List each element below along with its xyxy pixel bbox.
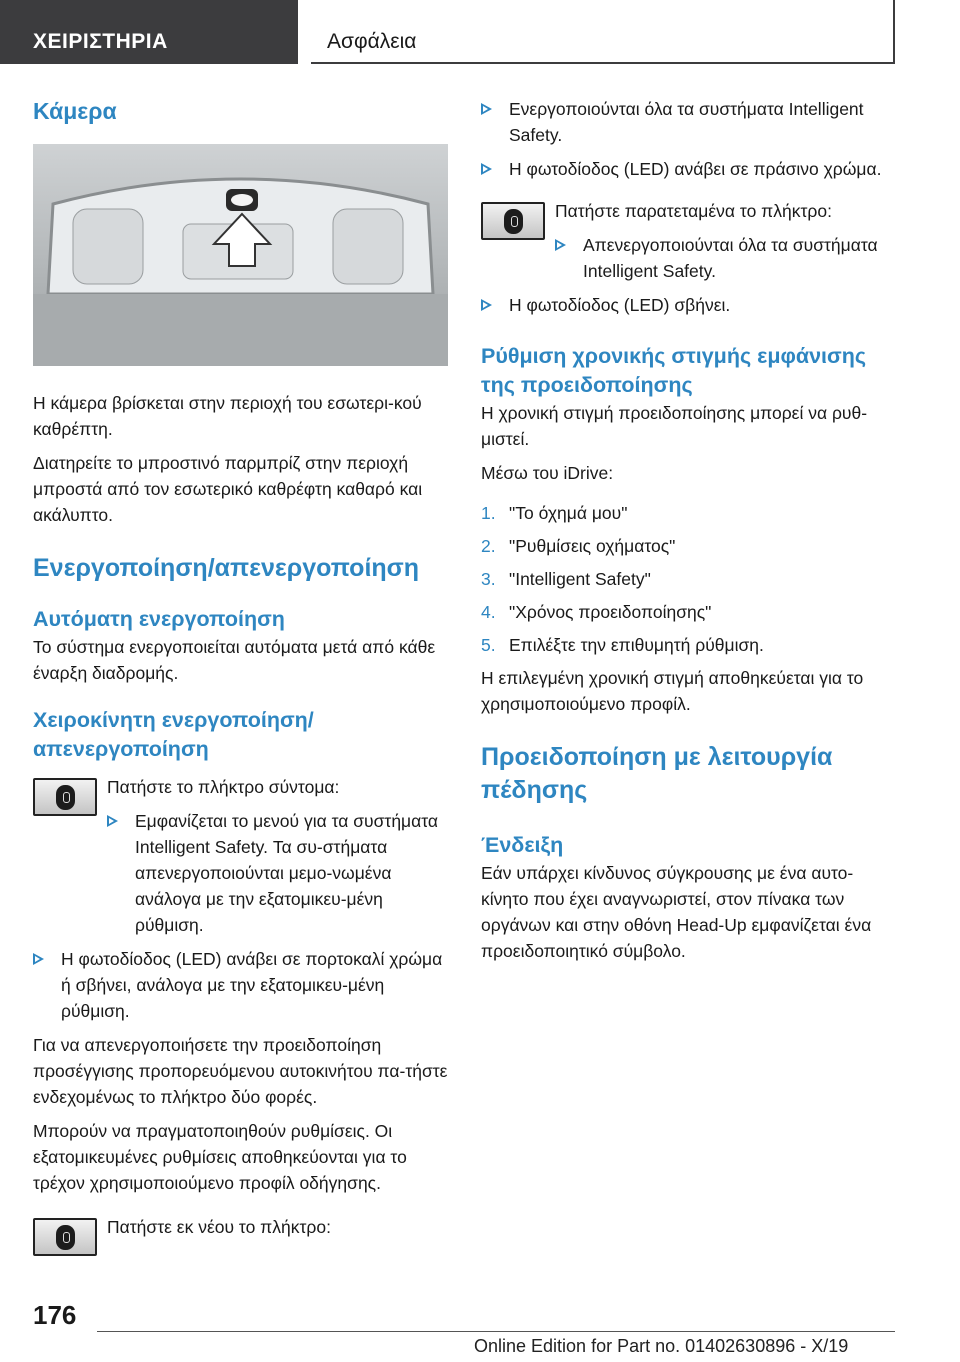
rear-window-illustration (33, 144, 448, 366)
triangle-bullet-icon (555, 239, 566, 251)
camera-location-photo (33, 144, 448, 366)
chapter-tab: ΧΕΙΡΙΣΤΗΡΙΑ (0, 0, 298, 64)
triangle-bullet-icon (107, 815, 118, 827)
triangle-bullet-icon (33, 953, 44, 965)
settings-steps (481, 500, 896, 658)
camera-location-text: Η κάμερα βρίσκεται στην περιοχή του εσωτερι-κού καθρέπτη. (33, 393, 422, 439)
right-column (481, 96, 896, 972)
deactivate-text: Για να απενεργοποιήσετε την προειδοποίηση προσέγγισης προπορευόμενου αυτοκινήτου πα-τήστε ενδεχομένως το πλήκτρο δύο φορές. (33, 1035, 448, 1107)
list-item: Απενεργοποιούνται όλα τα συστήματα Intelligent Safety. (555, 232, 896, 284)
press-short-text: Πατήστε το πλήκτρο σύντομα: (107, 777, 340, 797)
indication-heading: Ένδειξη (481, 833, 564, 857)
auto-heading: Αυτόματη ενεργοποίηση (33, 607, 285, 631)
triangle-bullet-icon (481, 299, 492, 311)
list-item: Ενεργοποιούνται όλα τα συστήματα Intelligent Safety. (481, 96, 896, 148)
page-number: 176 (33, 1300, 77, 1330)
press-again-row (33, 1214, 448, 1260)
list-item: Εμφανίζεται το μενού για τα συστήματα Intelligent Safety. Τα συ-στήματα απενεργοποιούνται μεμο-νωμένα ανάλογα με την εξατομικευ-μένη ρύθμιση. (107, 808, 448, 938)
indication-text: Εάν υπάρχει κίνδυνος σύγκρουσης με ένα αυτο-κίνητο που έχει αναγνωριστεί, στον πίνακα των οργάνων και στην οθόνη Head-Up εμφανίζεται ένα προειδοποιητικό σύμβολο. (481, 863, 872, 961)
list-item: 4. "Χρόνος προειδοποίησης" (481, 602, 712, 622)
camera-keep-clear-text: Διατηρείτε το μπροστινό παρμπρίζ στην περιοχή μπροστά από τον εσωτερικό καθρέφτη καθαρό και ακάλυπτο. (33, 453, 423, 525)
triangle-bullet-icon (481, 103, 492, 115)
list-item: 2. "Ρυθμίσεις οχήματος" (481, 536, 676, 556)
edition-footer: Online Edition for Part no. 01402630896 - X/19 (474, 1336, 849, 1356)
timing-heading: Ρύθμιση χρονικής στιγμής εμφάνισης της προειδοποίησης (481, 344, 867, 397)
saved-text: Η επιλεγμένη χρονική στιγμή αποθηκεύεται για το χρησιμοποιούμενο προφίλ. (481, 668, 864, 714)
triangle-bullet-icon (481, 163, 492, 175)
settings-text: Μπορούν να πραγματοποιηθούν ρυθμίσεις. Οι εξατομικευμένες ρυθμίσεις αποθηκεύονται για το τρέχον χρησιμοποιούμενο προφίλ οδήγησης. (33, 1121, 407, 1193)
brake-heading: Προειδοποίηση με λειτουργία πέδησης (481, 743, 833, 804)
timing-text: Η χρονική στιγμή προειδοποίησης μπορεί να ρυθ-μιστεί. (481, 403, 868, 449)
via-idrive-text: Μέσω του iDrive: (481, 463, 614, 483)
list-item: 1. "Το όχημά μου" (481, 503, 628, 523)
list-item: 3. "Intelligent Safety" (481, 569, 651, 589)
press-again-text: Πατήστε εκ νέου το πλήκτρο: (107, 1217, 331, 1237)
list-item: Η φωτοδίοδος (LED) ανάβει σε πορτοκαλί χρώμα ή σβήνει, ανάλογα με την εξατομικευ-μένη ρύθμιση. (33, 946, 448, 1024)
manual-heading: Χειροκίνητη ενεργοποίηση/απενεργοποίηση (33, 708, 314, 761)
press-short-row (33, 774, 448, 938)
section-title: Ασφάλεια (311, 0, 895, 64)
intelligent-safety-button-icon (33, 1218, 97, 1256)
camera-heading: Κάμερα (33, 98, 117, 124)
press-long-text: Πατήστε παρατεταμένα το πλήκτρο: (555, 201, 832, 221)
intelligent-safety-button-icon (481, 202, 545, 240)
onoff-heading: Ενεργοποίηση/απενεργοποίηση (33, 554, 420, 582)
auto-text: Το σύστημα ενεργοποιείται αυτόματα μετά από κάθε έναρξη διαδρομής. (33, 637, 436, 683)
press-long-row (481, 198, 896, 284)
list-item: Η φωτοδίοδος (LED) ανάβει σε πράσινο χρώμα. (481, 156, 896, 182)
intelligent-safety-button-icon (33, 778, 97, 816)
list-item: Η φωτοδίοδος (LED) σβήνει. (481, 292, 896, 318)
list-item: 5. Επιλέξτε την επιθυμητή ρύθμιση. (481, 635, 764, 655)
left-column (33, 96, 448, 1260)
footer-divider (97, 1331, 895, 1332)
